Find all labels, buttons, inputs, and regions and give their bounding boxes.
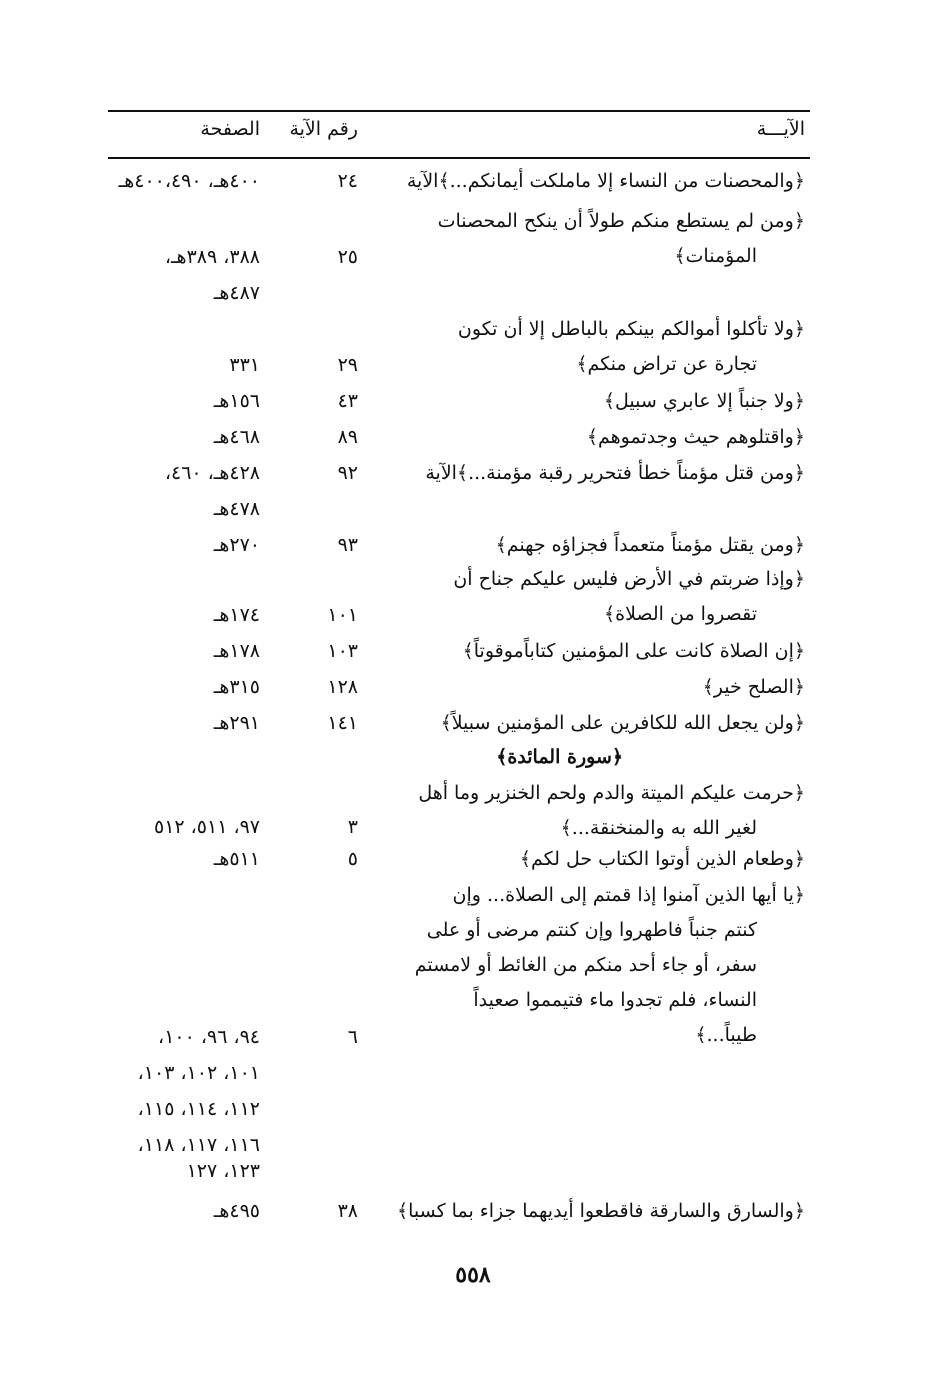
page-reference: ٤٩٥هـ: [213, 1200, 260, 1222]
verse-text-line: ﴿حرمت عليكم الميتة والدم ولحم الخنزير وما أهل: [418, 782, 805, 804]
verse-text-line: ﴿الصلح خير﴾: [702, 676, 805, 698]
page-reference: ٩٧، ٥١١، ٥١٢: [153, 816, 260, 838]
page-reference: ١٥٦هـ: [213, 390, 260, 412]
verse-number: ٥: [347, 848, 358, 870]
verse-text-line: ﴿وطعام الذين أوتوا الكتاب حل لكم﴾: [519, 848, 805, 870]
verse-text-line: ﴿واقتلوهم حيث وجدتموهم﴾: [586, 426, 805, 448]
page-reference: ١٧٤هـ: [213, 604, 260, 626]
verse-text-line: ﴿ومن لم يستطع منكم طولاً أن ينكح المحصنات: [437, 210, 805, 232]
page-reference: ٣٣١: [229, 354, 260, 376]
verse-number: ٦: [347, 1026, 358, 1048]
verse-text-line: ﴿والمحصنات من النساء إلا ماملكت أيمانكم...﴾الآية: [406, 170, 805, 192]
verse-text-line: ﴿يا أيها الذين آمنوا إذا قمتم إلى الصلاة... وإن: [452, 884, 805, 906]
page-reference: ٣٨٨، ٣٨٩هـ،: [164, 246, 260, 268]
verse-text-line: تجارة عن تراض منكم﴾: [576, 353, 757, 375]
verse-text-line: ﴿وإذا ضربتم في الأرض فليس عليكم جناح أن: [453, 568, 805, 590]
verse-number: ٨٩: [337, 426, 358, 448]
verse-text-line: ﴿ولن يجعل الله للكافرين على المؤمنين سبيلاً﴾: [440, 712, 805, 734]
top-rule: [108, 110, 810, 112]
verse-text-line: ﴿والسارق والسارقة فاقطعوا أيديهما جزاء بما كسبا﴾: [396, 1200, 805, 1222]
verse-number: ١٤١: [327, 712, 358, 734]
page-reference: ٤٦٨هـ: [213, 426, 260, 448]
verse-text-line: النساء، فلم تجدوا ماء فتيمموا صعيداً: [473, 989, 757, 1011]
page-reference: ١٢٣، ١٢٧: [186, 1160, 260, 1182]
verse-number: ١٢٨: [327, 676, 358, 698]
verse-text-line: ﴿ولا جنباً إلا عابري سبيل﴾: [603, 390, 805, 412]
header-verse: الآيـــة: [756, 118, 805, 140]
page-reference: ١١٦، ١١٧، ١١٨،: [137, 1134, 260, 1156]
verse-text-line: طيباً...﴾: [695, 1024, 757, 1046]
page-reference: ١٧٨هـ: [213, 640, 260, 662]
page-reference: ٤٠٠هـ، ٤٠٠،٤٩٠هـ: [118, 170, 260, 192]
verse-text-line: سفر، أو جاء أحد منكم من الغائط أو لامستم: [414, 954, 757, 976]
verse-text-line: ﴿ومن قتل مؤمناً خطأ فتحرير رقبة مؤمنة...﴾الآية: [425, 462, 805, 484]
page-reference: ٤٨٧هـ: [213, 282, 260, 304]
verse-number: ٤٣: [337, 390, 358, 412]
verse-number: ٣٨: [337, 1200, 358, 1222]
verse-text-line: ﴿ومن يقتل مؤمناً متعمداً فجزاؤه جهنم﴾: [495, 534, 805, 556]
page-reference: ٢٩١هـ: [213, 712, 260, 734]
verse-text-line: ﴿ولا تأكلوا أموالكم بينكم بالباطل إلا أن تكون: [457, 318, 805, 340]
verse-text-line: تقصروا من الصلاة﴾: [603, 603, 757, 625]
page-reference: ٩٤، ٩٦، ١٠٠،: [158, 1026, 260, 1048]
page-number: ٥٥٨: [455, 1262, 491, 1288]
verse-number: ٢٩: [337, 354, 358, 376]
header-page: الصفحة: [200, 118, 260, 140]
verse-number: ٢٥: [337, 246, 358, 268]
page-reference: ١٠١، ١٠٢، ١٠٣،: [137, 1062, 260, 1084]
header-rule: [108, 157, 810, 159]
verse-number: ٩٣: [337, 534, 358, 556]
page-reference: ٤٢٨هـ، ٤٦٠،: [164, 462, 260, 484]
verse-number: ١٠١: [327, 604, 358, 626]
verse-text-line: المؤمنات﴾: [674, 245, 757, 267]
verse-text-line: لغير الله به والمنخنقة...﴾: [560, 817, 757, 839]
page-reference: ٣١٥هـ: [213, 676, 260, 698]
page-reference: ٢٧٠هـ: [213, 534, 260, 556]
page-reference: ٤٧٨هـ: [213, 498, 260, 520]
verse-number: ١٠٣: [327, 640, 358, 662]
page-reference: ٥١١هـ: [213, 848, 260, 870]
verse-number: ٣: [347, 816, 358, 838]
section-heading: ﴿سورة المائدة﴾: [496, 746, 623, 768]
header-verse-number: رقم الآية: [289, 118, 358, 140]
page-reference: ١١٢، ١١٤، ١١٥،: [137, 1098, 260, 1120]
verse-number: ٢٤: [337, 170, 358, 192]
verse-text-line: ﴿إن الصلاة كانت على المؤمنين كتاباًموقوتاً﴾: [462, 640, 805, 662]
verse-number: ٩٢: [337, 462, 358, 484]
verse-text-line: كنتم جنباً فاطهروا وإن كنتم مرضى أو على: [426, 919, 757, 941]
